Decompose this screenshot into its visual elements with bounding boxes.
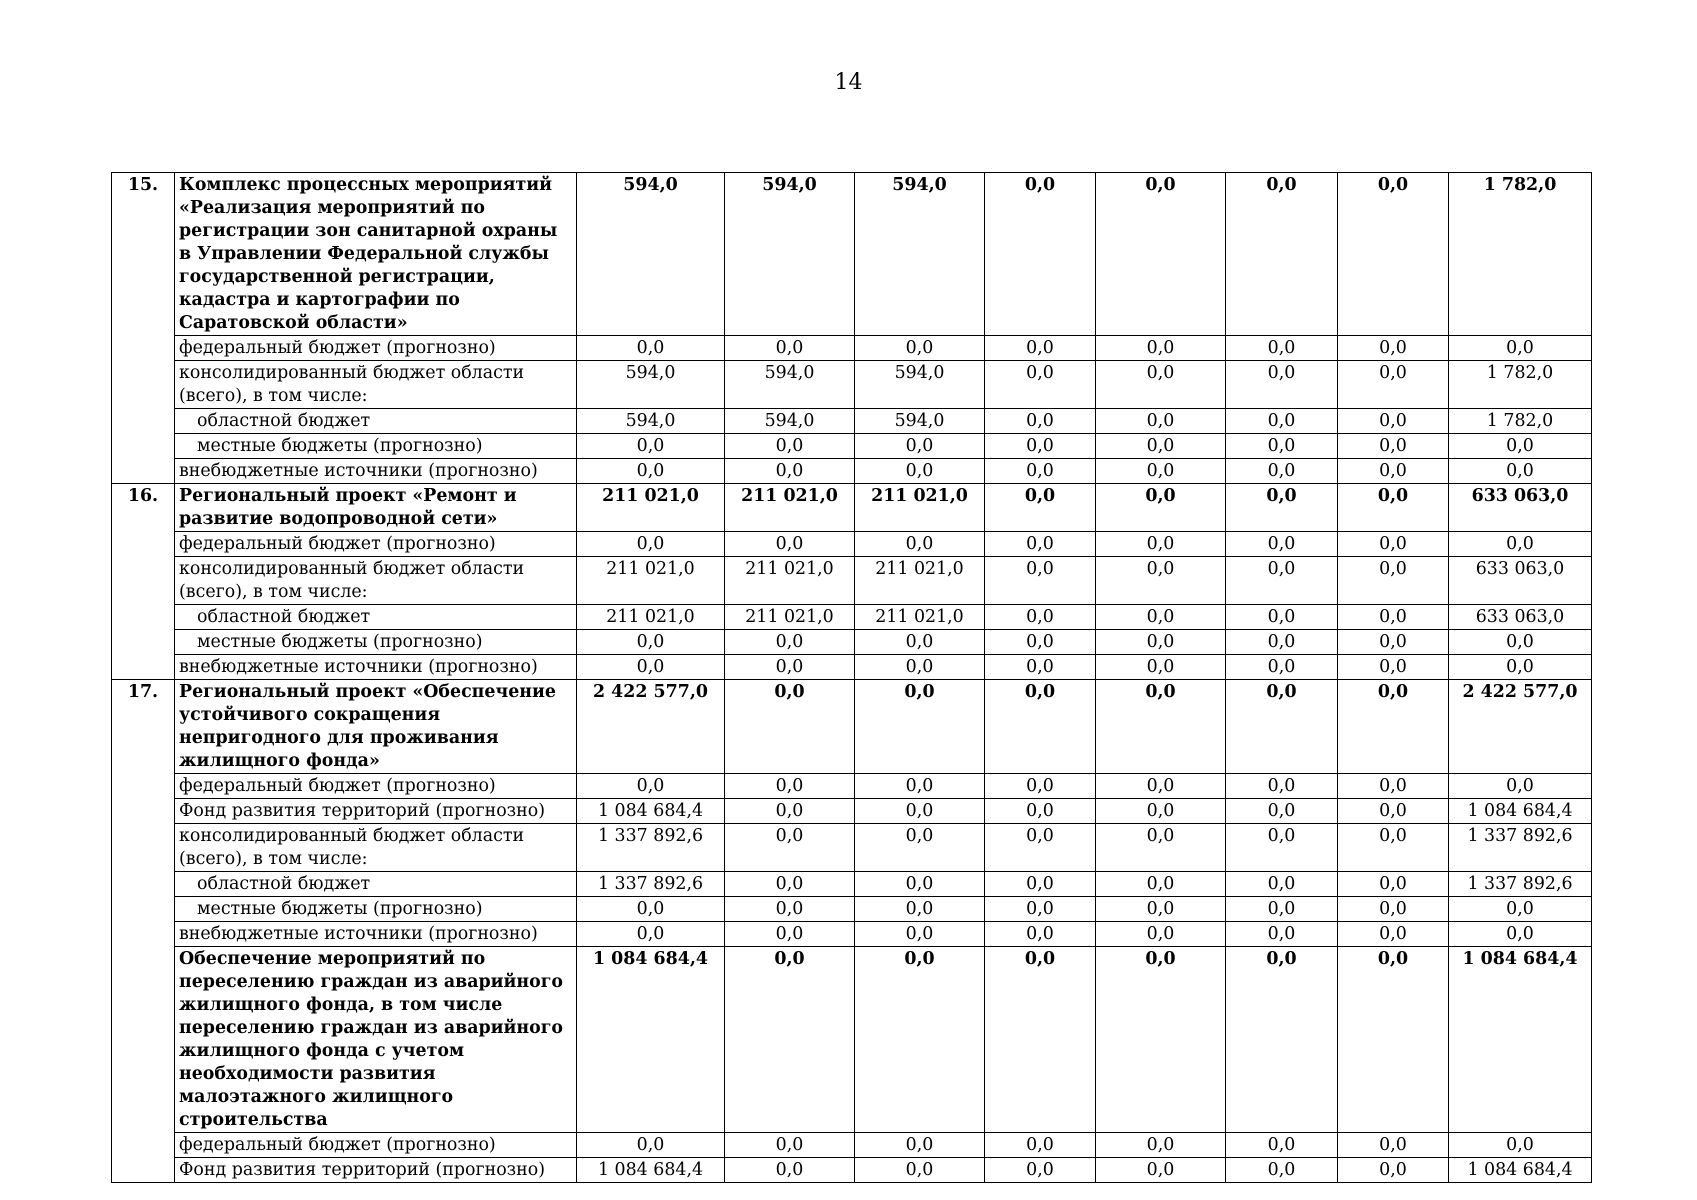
value-cell: 0,0 (1226, 1158, 1338, 1183)
value-cell: 0,0 (577, 774, 725, 799)
row-label: Фонд развития территорий (прогнозно) (175, 799, 577, 824)
value-cell: 0,0 (1226, 824, 1338, 872)
row-label: областной бюджет (175, 872, 577, 897)
value-cell: 0,0 (725, 824, 855, 872)
value-cell: 594,0 (855, 409, 985, 434)
value-cell: 0,0 (577, 532, 725, 557)
row-label: областной бюджет (175, 605, 577, 630)
value-cell: 1 782,0 (1449, 409, 1592, 434)
value-cell: 0,0 (1096, 1133, 1226, 1158)
value-cell: 0,0 (725, 532, 855, 557)
value-cell: 0,0 (1338, 774, 1449, 799)
value-cell: 0,0 (985, 173, 1096, 336)
value-cell: 1 084 684,4 (1449, 1158, 1592, 1183)
value-cell: 211 021,0 (577, 484, 725, 532)
value-cell: 0,0 (985, 336, 1096, 361)
value-cell: 0,0 (855, 774, 985, 799)
value-cell: 0,0 (1338, 872, 1449, 897)
value-cell: 0,0 (1096, 173, 1226, 336)
value-cell: 211 021,0 (855, 605, 985, 630)
table-row (112, 173, 1592, 336)
row-label: Обеспечение мероприятий по переселению граждан из аварийного жилищного фонда, в том числе переселению граждан из аварийного жилищного фонда с учетом необходимости развития малоэтажного жилищного строительства (175, 947, 577, 1133)
value-cell: 0,0 (1338, 1158, 1449, 1183)
value-cell: 0,0 (1096, 630, 1226, 655)
value-cell: 0,0 (1226, 557, 1338, 605)
value-cell: 0,0 (1226, 680, 1338, 774)
table-row (112, 361, 1592, 409)
value-cell: 0,0 (1338, 409, 1449, 434)
value-cell: 1 337 892,6 (577, 872, 725, 897)
value-cell: 0,0 (725, 1133, 855, 1158)
value-cell: 0,0 (855, 655, 985, 680)
value-cell: 1 337 892,6 (1449, 872, 1592, 897)
value-cell: 0,0 (725, 336, 855, 361)
value-cell: 0,0 (1449, 434, 1592, 459)
value-cell: 211 021,0 (577, 605, 725, 630)
value-cell: 0,0 (577, 630, 725, 655)
table-row (112, 605, 1592, 630)
value-cell: 0,0 (1096, 680, 1226, 774)
value-cell: 0,0 (1226, 484, 1338, 532)
value-cell: 1 084 684,4 (1449, 947, 1592, 1133)
row-label: областной бюджет (175, 409, 577, 434)
value-cell: 0,0 (1226, 361, 1338, 409)
row-label: внебюджетные источники (прогнозно) (175, 655, 577, 680)
value-cell: 211 021,0 (855, 484, 985, 532)
value-cell: 0,0 (855, 680, 985, 774)
table-row (112, 630, 1592, 655)
value-cell: 0,0 (855, 872, 985, 897)
value-cell: 0,0 (1338, 459, 1449, 484)
value-cell: 594,0 (725, 361, 855, 409)
value-cell: 0,0 (1449, 655, 1592, 680)
value-cell: 0,0 (985, 922, 1096, 947)
value-cell: 0,0 (1096, 774, 1226, 799)
value-cell: 594,0 (725, 173, 855, 336)
value-cell: 0,0 (985, 605, 1096, 630)
row-label: Фонд развития территорий (прогнозно) (175, 1158, 577, 1183)
value-cell: 1 337 892,6 (1449, 824, 1592, 872)
value-cell: 0,0 (1449, 1133, 1592, 1158)
value-cell: 0,0 (1226, 922, 1338, 947)
value-cell: 0,0 (855, 1158, 985, 1183)
value-cell: 0,0 (1226, 655, 1338, 680)
value-cell: 0,0 (985, 824, 1096, 872)
value-cell: 0,0 (1096, 409, 1226, 434)
value-cell: 0,0 (1226, 605, 1338, 630)
value-cell: 0,0 (985, 774, 1096, 799)
value-cell: 633 063,0 (1449, 557, 1592, 605)
value-cell: 0,0 (1338, 824, 1449, 872)
value-cell: 1 782,0 (1449, 361, 1592, 409)
row-label: внебюджетные источники (прогнозно) (175, 922, 577, 947)
row-label: федеральный бюджет (прогнозно) (175, 336, 577, 361)
row-label: Региональный проект «Ремонт и развитие водопроводной сети» (175, 484, 577, 532)
value-cell: 594,0 (577, 409, 725, 434)
table-row (112, 557, 1592, 605)
value-cell: 0,0 (1338, 922, 1449, 947)
value-cell: 0,0 (1226, 872, 1338, 897)
value-cell: 0,0 (725, 680, 855, 774)
value-cell: 0,0 (1096, 1158, 1226, 1183)
budget-table (111, 172, 1592, 1183)
value-cell: 0,0 (1226, 799, 1338, 824)
value-cell: 0,0 (855, 336, 985, 361)
value-cell: 0,0 (855, 799, 985, 824)
value-cell: 594,0 (855, 173, 985, 336)
value-cell: 0,0 (725, 434, 855, 459)
value-cell: 0,0 (1096, 872, 1226, 897)
value-cell: 0,0 (985, 484, 1096, 532)
value-cell: 0,0 (1338, 680, 1449, 774)
value-cell: 0,0 (1226, 336, 1338, 361)
value-cell: 0,0 (855, 459, 985, 484)
row-label: федеральный бюджет (прогнозно) (175, 532, 577, 557)
value-cell: 0,0 (1338, 484, 1449, 532)
row-label: Комплекс процессных мероприятий «Реализация мероприятий по регистрации зон санитарной охраны в Управлении Федеральной службы государственной регистрации, кадастра и картографии по Саратовской области» (175, 173, 577, 336)
value-cell: 211 021,0 (725, 605, 855, 630)
value-cell: 0,0 (1096, 922, 1226, 947)
value-cell: 0,0 (725, 459, 855, 484)
value-cell: 0,0 (1338, 173, 1449, 336)
value-cell: 0,0 (725, 630, 855, 655)
value-cell: 0,0 (577, 336, 725, 361)
table-row (112, 774, 1592, 799)
table-row (112, 897, 1592, 922)
value-cell: 0,0 (1096, 824, 1226, 872)
value-cell: 0,0 (1226, 774, 1338, 799)
table-row (112, 947, 1592, 1133)
value-cell: 0,0 (985, 872, 1096, 897)
value-cell: 0,0 (1338, 630, 1449, 655)
table-row (112, 922, 1592, 947)
value-cell: 211 021,0 (577, 557, 725, 605)
value-cell: 0,0 (855, 434, 985, 459)
value-cell: 0,0 (1449, 336, 1592, 361)
value-cell: 0,0 (855, 897, 985, 922)
row-label: консолидированный бюджет области (всего), в том числе: (175, 361, 577, 409)
value-cell: 0,0 (1096, 605, 1226, 630)
value-cell: 0,0 (1226, 897, 1338, 922)
row-label: местные бюджеты (прогнозно) (175, 630, 577, 655)
value-cell: 0,0 (985, 361, 1096, 409)
value-cell: 0,0 (1338, 897, 1449, 922)
row-label: местные бюджеты (прогнозно) (175, 434, 577, 459)
value-cell: 1 782,0 (1449, 173, 1592, 336)
value-cell: 0,0 (1449, 897, 1592, 922)
value-cell: 0,0 (1338, 947, 1449, 1133)
value-cell: 0,0 (1096, 361, 1226, 409)
table-row (112, 1158, 1592, 1183)
value-cell: 0,0 (1096, 897, 1226, 922)
value-cell: 1 337 892,6 (577, 824, 725, 872)
value-cell: 0,0 (1338, 655, 1449, 680)
table-row (112, 824, 1592, 872)
value-cell: 0,0 (725, 799, 855, 824)
item-number: 17. (112, 680, 175, 1183)
value-cell: 0,0 (1338, 434, 1449, 459)
value-cell: 0,0 (1449, 922, 1592, 947)
value-cell: 0,0 (985, 532, 1096, 557)
table-row (112, 409, 1592, 434)
value-cell: 0,0 (1226, 434, 1338, 459)
value-cell: 0,0 (1449, 459, 1592, 484)
value-cell: 0,0 (1449, 630, 1592, 655)
value-cell: 2 422 577,0 (577, 680, 725, 774)
value-cell: 0,0 (985, 1133, 1096, 1158)
value-cell: 0,0 (577, 655, 725, 680)
value-cell: 0,0 (725, 947, 855, 1133)
value-cell: 1 084 684,4 (577, 947, 725, 1133)
value-cell: 0,0 (985, 434, 1096, 459)
table-row (112, 459, 1592, 484)
value-cell: 0,0 (985, 680, 1096, 774)
table-row (112, 655, 1592, 680)
value-cell: 1 084 684,4 (577, 1158, 725, 1183)
row-label: внебюджетные источники (прогнозно) (175, 459, 577, 484)
value-cell: 0,0 (1226, 947, 1338, 1133)
value-cell: 594,0 (855, 361, 985, 409)
value-cell: 0,0 (1338, 532, 1449, 557)
value-cell: 0,0 (985, 799, 1096, 824)
value-cell: 0,0 (985, 1158, 1096, 1183)
table-row (112, 799, 1592, 824)
value-cell: 0,0 (1338, 1133, 1449, 1158)
value-cell: 211 021,0 (725, 484, 855, 532)
value-cell: 0,0 (577, 434, 725, 459)
value-cell: 0,0 (855, 630, 985, 655)
value-cell: 0,0 (1096, 336, 1226, 361)
value-cell: 0,0 (1096, 532, 1226, 557)
value-cell: 0,0 (1096, 799, 1226, 824)
table-row (112, 872, 1592, 897)
item-number: 15. (112, 173, 175, 484)
value-cell: 0,0 (577, 459, 725, 484)
value-cell: 0,0 (1096, 947, 1226, 1133)
value-cell: 0,0 (1226, 630, 1338, 655)
value-cell: 0,0 (985, 947, 1096, 1133)
value-cell: 0,0 (1096, 434, 1226, 459)
value-cell: 211 021,0 (725, 557, 855, 605)
page-number: 14 (834, 70, 863, 95)
value-cell: 0,0 (1226, 1133, 1338, 1158)
budget-table-body (112, 173, 1592, 1183)
value-cell: 0,0 (855, 947, 985, 1133)
table-row (112, 680, 1592, 774)
value-cell: 0,0 (1338, 799, 1449, 824)
value-cell: 0,0 (1449, 532, 1592, 557)
value-cell: 594,0 (577, 173, 725, 336)
value-cell: 0,0 (725, 1158, 855, 1183)
value-cell: 0,0 (985, 655, 1096, 680)
row-label: федеральный бюджет (прогнозно) (175, 1133, 577, 1158)
table-row (112, 1133, 1592, 1158)
value-cell: 0,0 (725, 897, 855, 922)
table-row (112, 484, 1592, 532)
value-cell: 0,0 (855, 1133, 985, 1158)
value-cell: 0,0 (985, 409, 1096, 434)
value-cell: 0,0 (1096, 557, 1226, 605)
value-cell: 1 084 684,4 (577, 799, 725, 824)
value-cell: 0,0 (985, 630, 1096, 655)
value-cell: 2 422 577,0 (1449, 680, 1592, 774)
value-cell: 0,0 (577, 897, 725, 922)
value-cell: 0,0 (725, 655, 855, 680)
value-cell: 0,0 (855, 532, 985, 557)
value-cell: 0,0 (855, 922, 985, 947)
row-label: Региональный проект «Обеспечение устойчивого сокращения непригодного для проживания жилищного фонда» (175, 680, 577, 774)
table-row (112, 532, 1592, 557)
value-cell: 0,0 (1226, 173, 1338, 336)
value-cell: 0,0 (855, 824, 985, 872)
value-cell: 594,0 (725, 409, 855, 434)
value-cell: 0,0 (1096, 484, 1226, 532)
value-cell: 0,0 (1226, 532, 1338, 557)
row-label: консолидированный бюджет области (всего), в том числе: (175, 557, 577, 605)
value-cell: 0,0 (1226, 409, 1338, 434)
row-label: консолидированный бюджет области (всего), в том числе: (175, 824, 577, 872)
value-cell: 0,0 (985, 897, 1096, 922)
value-cell: 0,0 (1449, 774, 1592, 799)
value-cell: 0,0 (985, 459, 1096, 484)
value-cell: 0,0 (1096, 655, 1226, 680)
value-cell: 0,0 (1338, 361, 1449, 409)
item-number: 16. (112, 484, 175, 680)
value-cell: 633 063,0 (1449, 484, 1592, 532)
row-label: федеральный бюджет (прогнозно) (175, 774, 577, 799)
value-cell: 0,0 (1338, 557, 1449, 605)
table-row (112, 434, 1592, 459)
value-cell: 0,0 (1338, 336, 1449, 361)
value-cell: 0,0 (1096, 459, 1226, 484)
value-cell: 0,0 (985, 557, 1096, 605)
value-cell: 0,0 (725, 872, 855, 897)
value-cell: 0,0 (577, 1133, 725, 1158)
value-cell: 1 084 684,4 (1449, 799, 1592, 824)
value-cell: 0,0 (725, 922, 855, 947)
row-label: местные бюджеты (прогнозно) (175, 897, 577, 922)
value-cell: 0,0 (725, 774, 855, 799)
value-cell: 0,0 (1226, 459, 1338, 484)
table-row (112, 336, 1592, 361)
value-cell: 0,0 (1338, 605, 1449, 630)
value-cell: 211 021,0 (855, 557, 985, 605)
value-cell: 633 063,0 (1449, 605, 1592, 630)
value-cell: 0,0 (577, 922, 725, 947)
value-cell: 594,0 (577, 361, 725, 409)
